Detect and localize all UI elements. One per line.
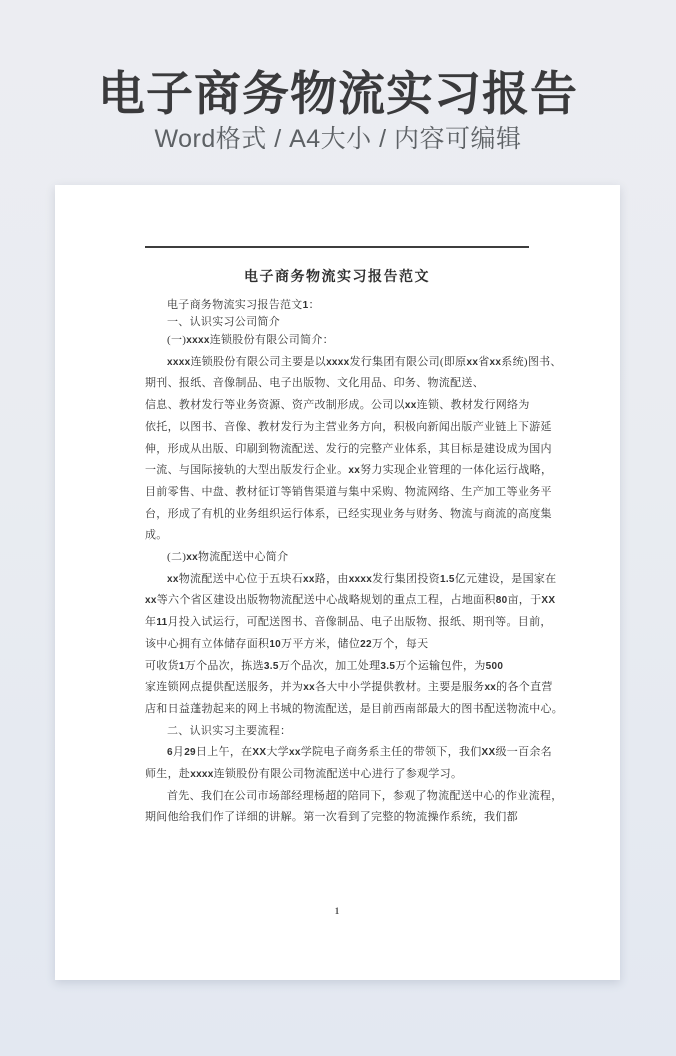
latin-run: xx [303,573,315,585]
document-line: 家连锁网点提供配送服务，并为xx各大中小学提供教材。主要是服务xx的各个直营 [145,681,553,694]
latin-run: 1 [302,300,309,311]
header-rule [145,246,529,248]
latin-run: XX [541,595,556,607]
latin-run: xxxx [348,573,373,585]
latin-run: 1.5 [439,573,455,585]
document-line: 台，形成了有机的业务组织运行体系，已经实现业务与财务、物流与商流的高度集 [145,507,552,520]
latin-run: xxxx [326,356,350,368]
latin-run: xx [145,595,157,607]
document-line: xx物流配送中心位于五块石xx路，由xxxx发行集团投资1.5亿元建设，是国家在 [167,572,557,585]
page-title: 电子商务物流实习报告 [98,67,578,120]
document-line: 该中心拥有立体储存面积10万平方米，储位22万个，每天 [145,637,429,650]
document-page-preview [55,185,620,980]
document-line: 目前零售、中盘、教材征订等销售渠道与集中采购、物流网络、生产加工等业务平 [145,485,552,498]
document-line: xx等六个省区建设出版物物流配送中心战略规划的重点工程，占地面积80亩，于XX [145,594,556,607]
latin-run: xx [303,682,315,694]
latin-run: xx [489,356,502,368]
latin-run: XX [252,747,267,759]
document-line: (二)xx物流配送中心简介 [167,551,289,564]
document-line: 一流、与国际接轨的大型出版发行企业。xx努力实现企业管理的一体化运行战略， [145,464,553,477]
latin-run: xxxx [190,769,214,781]
document-line: 伸，形成从出版、印刷到物流配送、发行的完整产业体系，其目标是建设成为国内 [145,442,552,455]
latin-run: 500 [485,660,504,672]
latin-run: XX [481,747,496,759]
latin-run: xx [288,747,301,759]
page-subtitle: Word格式 / A4大小 / 内容可编辑 [154,125,522,153]
latin-run: xxxx [167,356,191,368]
document-line: xxxx连锁股份有限公司主要是以xxxx发行集团有限公司(即原xx省xx系统)图书、 [167,355,562,368]
latin-run: 11 [156,617,168,629]
latin-run: 80 [495,595,508,607]
document-body [145,297,564,829]
document-line: 成。 [145,529,168,542]
document-line: 6月29日上午，在XX大学xx学院电子商务系主任的带领下，我们XX级一百余名 [167,746,552,759]
document-line: 师生，赴xxxx连锁股份有限公司物流配送中心进行了参观学习。 [145,768,463,781]
document-line: 依托，以图书、音像、教材发行为主营业务方向，积极向新闻出版产业链上下游延 [145,420,552,433]
document-line: 二、认识实习主要流程： [167,724,292,737]
latin-run: xx [167,573,179,585]
latin-run: xxxx [186,335,210,346]
latin-run: 3.5 [263,660,279,672]
document-title: 电子商务物流实习报告范文 [244,270,430,285]
page-number: 1 [334,906,340,916]
document-line: (一)xxxx连锁股份有限公司简介： [167,334,334,346]
document-content [145,185,564,980]
latin-run: xx [186,552,198,564]
document-line: 首先、我们在公司市场部经理杨超的陪同下，参观了物流配送中心的作业流程， [167,789,563,802]
document-line: 店和日益蓬勃起来的网上书城的物流配送，是目前西南部最大的图书配送物流中心。 [145,702,564,715]
latin-run: xx [348,465,361,477]
document-line: 可收货1万个品次，拣选3.5万个品次，加工处理3.5万个运输包件，为500 [145,659,504,672]
latin-run: xx [466,356,479,368]
latin-run: 3.5 [380,660,396,672]
document-line: 信息、教材发行等业务资源、资产改制形成。公司以xx连锁、教材发行网络为 [145,399,530,412]
latin-run: 1 [178,660,185,672]
latin-run: xx [404,400,417,412]
latin-run: 29 [184,747,196,759]
header [0,0,676,153]
latin-run: 10 [269,638,282,650]
document-line: 期间他给我们作了详细的讲解。第一次看到了完整的物流操作系统，我们都 [145,811,518,824]
document-line: 期刊、报纸、音像制品、电子出版物、文化用品、印务、物流配送、 [145,377,484,390]
latin-run: 6 [167,747,173,759]
document-line: 一、认识实习公司简介 [167,316,280,328]
document-line: 年11月投入试运行，可配送图书、音像制品、电子出版物、报纸、期刊等。目前， [145,616,552,629]
latin-run: 22 [360,638,372,650]
latin-run: xx [484,682,497,694]
document-line: 电子商务物流实习报告范文1： [167,299,320,311]
